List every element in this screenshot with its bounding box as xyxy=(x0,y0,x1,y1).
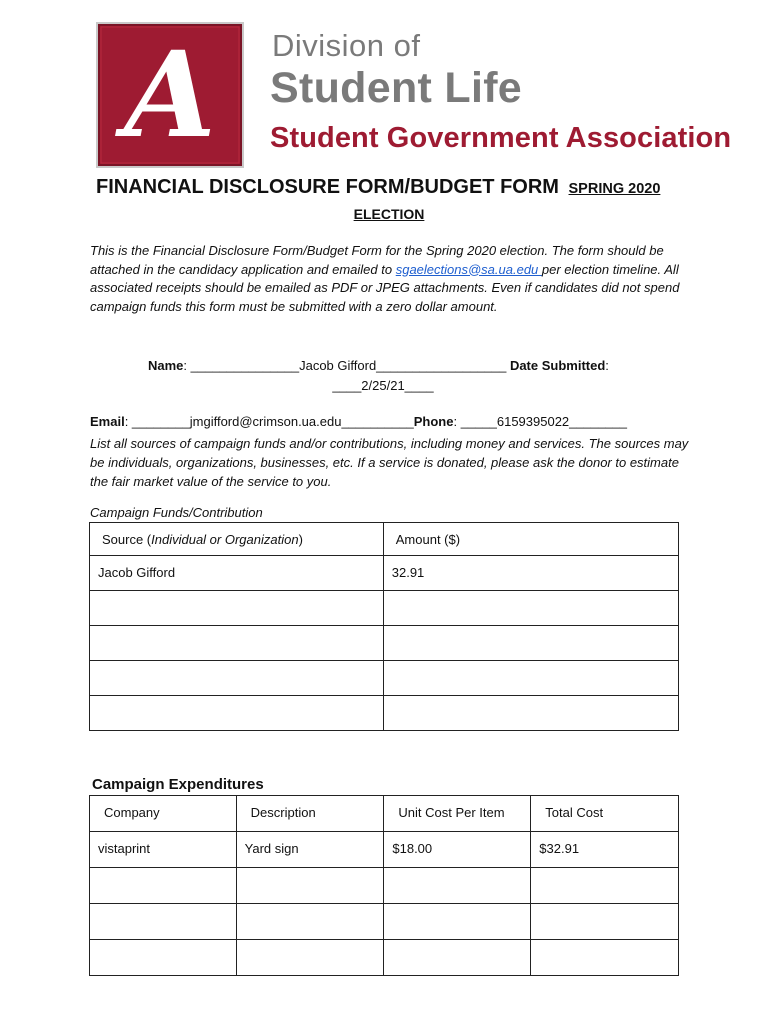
table-row xyxy=(90,661,679,696)
name-row xyxy=(148,358,609,373)
brand-student-life: Student Life xyxy=(270,64,523,112)
table-row xyxy=(90,556,679,591)
phone-label: Phone xyxy=(413,414,454,429)
form-title-main: FINANCIAL DISCLOSURE FORM/BUDGET FORM xyxy=(96,176,559,198)
funds-header-row xyxy=(90,523,679,556)
exp-total-cost-cell[interactable] xyxy=(531,904,679,940)
exp-description-cell[interactable] xyxy=(236,904,384,940)
funds-source-cell[interactable] xyxy=(90,591,384,626)
exp-total-cost-cell[interactable] xyxy=(531,868,679,904)
table-row xyxy=(90,591,679,626)
exp-company-value xyxy=(90,904,236,913)
funds-amount-value xyxy=(384,591,678,600)
phone-value: : _____6159395022________ xyxy=(453,414,627,429)
date-label: Date Submitted xyxy=(509,358,606,373)
intro-text-2: per election timeline. All associated receipts should be emailed as PDF or JPEG attachments. Even if candidates did not spend campaign funds this form must be submitted with a zero dollar amount. xyxy=(90,261,680,314)
exp-company-value: vistaprint xyxy=(98,841,151,856)
funds-caption: Campaign Funds/Contribution xyxy=(90,505,263,520)
date-value: ____2/25/21____ xyxy=(332,378,434,393)
table-row xyxy=(90,940,679,976)
email-value: : ________jmgifford@crimson.ua.edu__________ xyxy=(124,414,414,429)
exp-unit-cost-cell[interactable] xyxy=(384,904,531,940)
exp-total-cost-cell[interactable] xyxy=(531,940,679,976)
exp-total-cost-cell[interactable] xyxy=(531,832,679,868)
exp-total-cost-value xyxy=(531,868,678,877)
form-title-election: ELECTION xyxy=(353,206,425,222)
funds-amount-cell[interactable] xyxy=(383,661,678,696)
exp-company-value xyxy=(90,868,236,877)
script-a-logo-icon xyxy=(98,24,242,166)
table-row xyxy=(90,832,679,868)
funds-table xyxy=(89,522,679,731)
exp-total-cost-value: $32.91 xyxy=(539,841,580,856)
exp-header-company-label: Company xyxy=(104,805,160,820)
funds-header-amount xyxy=(383,523,678,556)
exp-description-value xyxy=(237,904,384,913)
brand-sga: Student Government Association xyxy=(270,122,732,154)
logo-letter: A xyxy=(124,25,216,164)
table-row xyxy=(90,696,679,731)
brand-division-of: Division of xyxy=(272,28,421,63)
exp-company-cell[interactable] xyxy=(90,868,237,904)
source-header-italic: Individual or Organization xyxy=(151,532,299,547)
funds-amount-cell[interactable] xyxy=(383,591,678,626)
form-title-spring: SPRING 2020 xyxy=(568,181,661,197)
intro-paragraph xyxy=(90,242,690,316)
funds-source-value xyxy=(90,696,383,705)
funds-source-cell[interactable] xyxy=(90,626,384,661)
exp-company-value xyxy=(90,940,236,949)
exp-company-cell[interactable] xyxy=(90,940,237,976)
amount-header-label: Amount ($) xyxy=(395,532,461,547)
exp-header-total-cost-label: Total Cost xyxy=(545,805,604,820)
expenditures-caption: Campaign Expenditures xyxy=(92,776,264,793)
funds-amount-value xyxy=(384,626,678,635)
exp-description-cell[interactable] xyxy=(236,940,384,976)
funds-source-value: Jacob Gifford xyxy=(98,565,176,580)
name-value: : _______________Jacob Gifford__________________ xyxy=(183,358,510,373)
table-row xyxy=(90,868,679,904)
exp-unit-cost-value xyxy=(384,940,530,949)
name-label: Name xyxy=(148,358,184,373)
funds-amount-value: 32.91 xyxy=(391,565,425,580)
funds-source-value xyxy=(90,591,383,600)
exp-header-company xyxy=(90,796,237,832)
funds-amount-value xyxy=(384,661,678,670)
table-row xyxy=(90,904,679,940)
exp-description-cell[interactable] xyxy=(236,832,384,868)
exp-header-unit-cost xyxy=(384,796,531,832)
funds-source-cell[interactable] xyxy=(90,661,384,696)
exp-header-unit-cost-label: Unit Cost Per Item xyxy=(398,805,505,820)
exp-unit-cost-cell[interactable] xyxy=(384,940,531,976)
source-header-prefix: Source ( xyxy=(102,532,152,547)
exp-unit-cost-value xyxy=(384,868,530,877)
exp-header-description xyxy=(236,796,384,832)
table-row xyxy=(90,626,679,661)
exp-company-cell[interactable] xyxy=(90,904,237,940)
ua-logo xyxy=(96,22,244,168)
funds-source-cell[interactable] xyxy=(90,696,384,731)
exp-description-value: Yard sign xyxy=(244,841,299,856)
exp-unit-cost-value xyxy=(384,904,530,913)
exp-total-cost-value xyxy=(531,940,678,949)
exp-unit-cost-cell[interactable] xyxy=(384,868,531,904)
funds-header-source xyxy=(90,523,384,556)
funds-source-value xyxy=(90,626,383,635)
funds-amount-cell[interactable] xyxy=(383,626,678,661)
exp-header-description-label: Description xyxy=(250,805,316,820)
funds-amount-value xyxy=(384,696,678,705)
exp-unit-cost-cell[interactable] xyxy=(384,832,531,868)
exp-description-value xyxy=(237,868,384,877)
funds-source-value xyxy=(90,661,383,670)
source-header-suffix: ) xyxy=(298,532,303,547)
exp-description-cell[interactable] xyxy=(236,868,384,904)
funds-amount-cell[interactable] xyxy=(383,556,678,591)
funds-amount-cell[interactable] xyxy=(383,696,678,731)
sga-email-link[interactable]: sgaelections@sa.ua.edu xyxy=(395,261,542,277)
exp-company-cell[interactable] xyxy=(90,832,237,868)
funds-source-cell[interactable] xyxy=(90,556,384,591)
form-title xyxy=(96,176,696,199)
exp-unit-cost-value: $18.00 xyxy=(392,841,433,856)
intro-text-1: This is the Financial Disclosure Form/Budget Form for the Spring 2020 election. The form should be attached in the candidacy application and emailed to xyxy=(90,243,664,277)
exp-total-cost-value xyxy=(531,904,678,913)
exp-description-value xyxy=(237,940,384,949)
email-label: Email xyxy=(90,414,125,429)
expenditures-table xyxy=(89,795,679,976)
list-instructions: List all sources of campaign funds and/or contributions, including money and services. The sources may be individuals, organizations, businesses, etc. If a service is donated, please ask the donor to estimate the fair market value of the service to you. xyxy=(90,436,689,489)
date-colon: : xyxy=(605,358,609,373)
email-phone-row xyxy=(90,414,627,429)
expenditures-header-row xyxy=(90,796,679,832)
exp-header-total-cost xyxy=(531,796,679,832)
